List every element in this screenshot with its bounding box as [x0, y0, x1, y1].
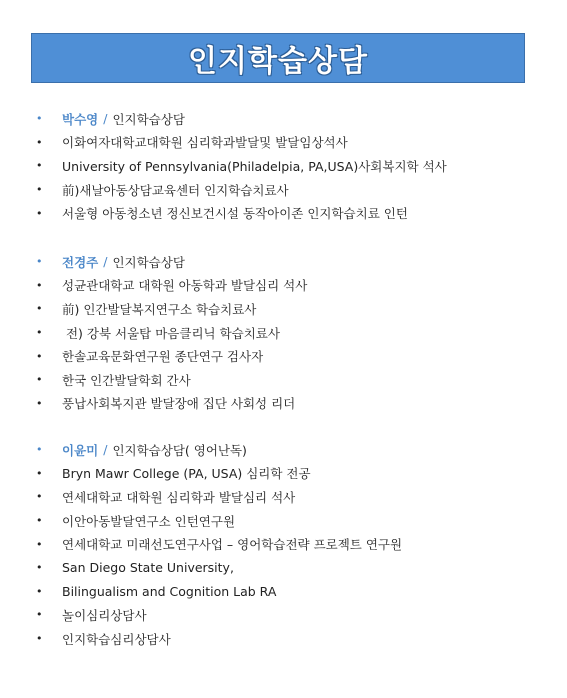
- list-item-text: 서울형 아동청소년 정신보건시설 동작아이존 인지학습치료 인턴: [62, 206, 408, 222]
- bullet-icon: •: [36, 490, 43, 504]
- bullet-icon: •: [36, 112, 43, 126]
- counselor-role: 인지학습상담: [112, 254, 185, 270]
- list-item-text: San Diego State University,: [62, 560, 234, 576]
- list-item: [36, 344, 546, 368]
- list-item: [36, 154, 546, 178]
- list-item: [36, 297, 546, 321]
- list-item: [36, 274, 546, 298]
- list-item-text: 연세대학교 미래선도연구사업 – 영어학습전략 프로젝트 연구원: [62, 537, 403, 553]
- counselor-name: 박수영: [62, 111, 99, 127]
- bullet-icon: •: [36, 135, 43, 149]
- bullet-icon: •: [36, 466, 43, 480]
- list-item: [36, 178, 546, 202]
- bullet-icon: •: [36, 514, 43, 528]
- counselor-role: 인지학습상담: [112, 111, 185, 127]
- list-item: [36, 556, 546, 580]
- bullet-icon: •: [36, 349, 43, 363]
- bullet-icon: •: [36, 278, 43, 292]
- list-item: [36, 485, 546, 509]
- list-item-text: Bryn Mawr College (PA, USA) 심리학 전공: [62, 466, 311, 482]
- list-item: [36, 462, 546, 486]
- list-item-text: 前)새날아동상담교육센터 인지학습치료사: [62, 182, 289, 198]
- list-item: [36, 627, 546, 651]
- separator: /: [103, 111, 108, 127]
- bullet-icon: •: [36, 584, 43, 598]
- bullet-icon: •: [36, 183, 43, 197]
- list-item: [36, 392, 546, 416]
- list-item-text: University of Pennsylvania(Philadelpia, PA,USA)사회복지학 석사: [62, 158, 447, 174]
- list-item: [36, 580, 546, 604]
- list-item-text: 놀이심리상담사: [62, 607, 147, 623]
- bullet-icon: •: [36, 396, 43, 410]
- separator: /: [103, 442, 108, 458]
- separator: /: [103, 254, 108, 270]
- counselor-section-3: [36, 438, 546, 650]
- list-item-text: 한솔교육문화연구원 종단연구 검사자: [62, 349, 264, 365]
- list-item: [36, 603, 546, 627]
- counselor-name: 전경주: [62, 254, 99, 270]
- counselor-header: [36, 250, 546, 274]
- bullet-icon: •: [36, 561, 43, 575]
- bullet-icon: •: [36, 326, 43, 340]
- counselor-header: [36, 107, 546, 131]
- counselor-section-1: [36, 107, 546, 225]
- bullet-icon: •: [36, 537, 43, 551]
- list-item-text: 성균관대학교 대학원 아동학과 발달심리 석사: [62, 278, 308, 294]
- bullet-icon: •: [36, 302, 43, 316]
- list-item-text: 연세대학교 대학원 심리학과 발달심리 석사: [62, 489, 296, 505]
- bullet-icon: •: [36, 632, 43, 646]
- page-title: 인지학습상담: [188, 44, 368, 79]
- counselor-role: 인지학습상담( 영어난독): [112, 442, 247, 458]
- list-item: [36, 368, 546, 392]
- counselor-section-2: [36, 250, 546, 415]
- list-item-text: 이안아동발달연구소 인턴연구원: [62, 513, 236, 529]
- list-item-text: 풍납사회복지관 발달장애 집단 사회성 리더: [62, 396, 296, 412]
- bullet-icon: •: [36, 255, 43, 269]
- bullet-icon: •: [36, 159, 43, 173]
- list-item-text: 전) 강북 서울탑 마음클리닉 학습치료사: [62, 325, 280, 341]
- list-item-text: 이화여자대학교대학원 심리학과발달및 발달임상석사: [62, 135, 348, 151]
- list-item: [36, 532, 546, 556]
- bullet-icon: •: [36, 373, 43, 387]
- list-item-text: 前) 인간발달복지연구소 학습치료사: [62, 301, 257, 317]
- list-item: [36, 201, 546, 225]
- list-item: [36, 131, 546, 155]
- list-item-text: 한국 인간발달학회 간사: [62, 372, 191, 388]
- counselor-name: 이윤미: [62, 442, 99, 458]
- title-banner: [31, 33, 525, 83]
- bullet-icon: •: [36, 443, 43, 457]
- list-item: [36, 321, 546, 345]
- list-item-text: 인지학습심리상담사: [62, 631, 171, 647]
- bullet-icon: •: [36, 206, 43, 220]
- counselor-header: [36, 438, 546, 462]
- bullet-icon: •: [36, 608, 43, 622]
- list-item: [36, 509, 546, 533]
- list-item-text: Bilingualism and Cognition Lab RA: [62, 583, 277, 599]
